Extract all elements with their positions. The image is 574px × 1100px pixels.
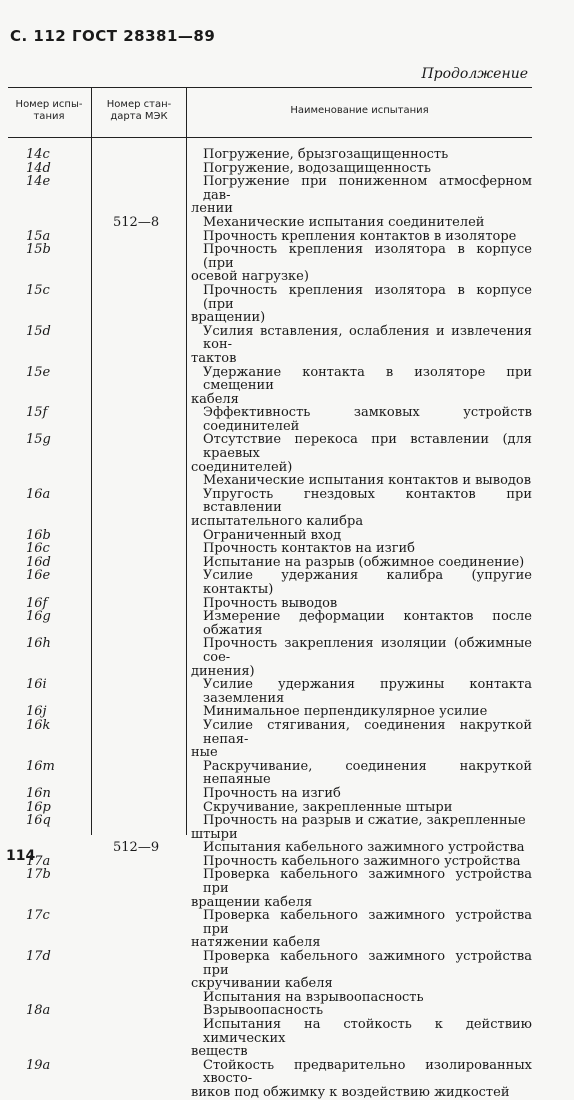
test-name-line: Механические испытания соединителей [203, 214, 485, 230]
table-row [0, 569, 574, 596]
table-row [0, 175, 574, 216]
test-name-line: кабеля [191, 391, 239, 407]
test-number: 16k [26, 717, 51, 733]
test-number: 17c [26, 908, 50, 924]
test-name [191, 175, 532, 216]
table-row [0, 1018, 574, 1059]
test-name [191, 597, 532, 611]
table-row [0, 950, 574, 991]
test-name [191, 610, 532, 637]
test-number: 16m [26, 758, 55, 774]
test-name-line: Усилие удержания калибра (упругие контакты) [203, 568, 532, 597]
table-row [0, 529, 574, 543]
table-row [0, 597, 574, 611]
test-name [191, 366, 532, 407]
test-name-line: Погружение при пониженном атмосферном дав- [203, 174, 532, 203]
table-row [0, 1004, 574, 1018]
test-name-line: Прочность крепления изолятора в корпусе (при [203, 282, 532, 312]
test-name-line: Проверка кабельного зажимного устройства при [203, 867, 532, 897]
test-name-line: Раскручивание, соединения накруткой непаяные [203, 758, 532, 788]
test-number: 16e [26, 568, 51, 584]
test-name [191, 909, 532, 950]
column-header-iec: Номер стан- дарта МЭК [106, 99, 172, 122]
test-name [191, 637, 532, 678]
test-name [191, 760, 532, 787]
test-number: 15c [26, 282, 50, 298]
test-name-line: Минимальное перпендикулярное усилие [203, 704, 488, 720]
column-header-number: Номер испы- тания [15, 99, 83, 122]
test-name-line: испытательного калибра [191, 514, 364, 530]
table-row [0, 406, 574, 433]
test-name-line: динения) [191, 663, 255, 679]
test-name-line: Испытание на разрыв (обжимное соединение) [203, 554, 525, 570]
test-name [191, 529, 532, 543]
table-row [0, 760, 574, 787]
test-number: 14d [26, 160, 51, 176]
test-name [191, 841, 532, 855]
table-row [0, 488, 574, 529]
table-top-rule [8, 87, 532, 88]
table-row [0, 230, 574, 244]
table-row [0, 284, 574, 325]
test-name-line: Эффективность замковых устройств соединителей [203, 405, 532, 434]
test-name [191, 488, 532, 529]
page-header: С. 112 ГОСТ 28381—89 [10, 27, 216, 45]
test-name [191, 678, 532, 705]
test-name [191, 216, 532, 230]
table-header-rule [8, 137, 532, 138]
test-name-line: Прочность кабельного зажимного устройства [203, 853, 521, 869]
test-name [191, 284, 532, 325]
test-name-line: веществ [191, 1044, 248, 1060]
test-name-line: Взрывоопасность [203, 1003, 324, 1019]
page-number: 114 [6, 848, 36, 864]
test-name-line: ные [191, 745, 218, 761]
test-name-line: Прочность закрепления изоляции (обжимные сое- [203, 636, 532, 665]
test-name [191, 991, 532, 1005]
test-name [191, 855, 532, 869]
table-row [0, 705, 574, 719]
test-name-line: Усилие стягивания, соединения накруткой непая- [203, 717, 532, 747]
test-name-line: виков под обжимку к воздействию жидкостей [191, 1084, 510, 1100]
test-name-line: Ограниченный вход [203, 527, 342, 543]
test-number: 15f [26, 405, 48, 421]
test-number: 16h [26, 636, 51, 652]
test-name-line: Прочность выводов [203, 595, 338, 611]
test-name [191, 406, 532, 433]
iec-standard-number: 512—9 [113, 840, 160, 856]
test-number: 16j [26, 704, 47, 720]
test-name-line: Стойкость предварительно изолированных хвосто- [203, 1057, 532, 1087]
test-number: 15g [26, 432, 51, 448]
test-name [191, 230, 532, 244]
test-number: 16i [26, 677, 47, 693]
table-row [0, 868, 574, 909]
test-name [191, 1018, 532, 1059]
test-number: 16b [26, 527, 51, 543]
test-name [191, 801, 532, 815]
test-name-line: вращении) [191, 310, 266, 326]
test-name [191, 1059, 532, 1100]
test-name [191, 950, 532, 991]
table-row [0, 162, 574, 176]
test-name-line: лении [191, 201, 233, 217]
test-number: 14c [26, 147, 50, 162]
test-name [191, 814, 532, 841]
test-name [191, 868, 532, 909]
test-name [191, 556, 532, 570]
table-row [0, 148, 574, 162]
table-row [0, 325, 574, 366]
test-name [191, 243, 532, 284]
test-name-line: тактов [191, 350, 237, 366]
test-number: 17b [26, 867, 51, 883]
test-number: 16g [26, 609, 51, 625]
test-name [191, 325, 532, 366]
test-number: 15d [26, 323, 51, 339]
table-row [0, 801, 574, 815]
test-name [191, 569, 532, 596]
test-name [191, 1004, 532, 1018]
test-name-line: Измерение деформации контактов после обжатия [203, 609, 532, 638]
table-row [0, 1059, 574, 1100]
test-name [191, 162, 532, 176]
test-name-line: Прочность на разрыв и сжатие, закрепленные [203, 813, 526, 829]
test-name-line: штыри [191, 826, 238, 842]
test-name [191, 787, 532, 801]
table-row [0, 433, 574, 474]
test-number: 15b [26, 242, 51, 258]
table-row [0, 610, 574, 637]
test-number: 16a [26, 486, 51, 502]
test-number: 18a [26, 1003, 51, 1019]
test-name-line: вращении кабеля [191, 894, 313, 910]
continuation-label: Продолжение [421, 66, 528, 82]
test-name-line: соединителей) [191, 459, 293, 475]
table-row [0, 637, 574, 678]
test-name [191, 542, 532, 556]
test-number: 14e [26, 174, 51, 190]
test-name [191, 705, 532, 719]
test-name [191, 474, 532, 488]
column-header-name: Наименование испытания [290, 105, 429, 116]
test-name-line: скручивании кабеля [191, 976, 333, 992]
test-name-line: осевой нагрузке) [191, 269, 309, 285]
table-row [0, 814, 574, 841]
test-name-line: Отсутствие перекоса при вставлении (для краевых [203, 432, 532, 462]
test-table-body [0, 148, 574, 1100]
test-name [191, 433, 532, 474]
test-number: 16n [26, 785, 51, 801]
test-name [191, 719, 532, 760]
table-row [0, 909, 574, 950]
test-number: 16d [26, 554, 51, 570]
test-name-line: Проверка кабельного зажимного устройства при [203, 949, 532, 978]
test-number: 16p [26, 799, 51, 815]
table-row [0, 474, 574, 488]
iec-standard-number: 512—8 [113, 214, 160, 230]
test-number: 16f [26, 595, 48, 611]
test-name-line: Прочность контактов на изгиб [203, 541, 416, 557]
test-name-line: Механические испытания контактов и выводов [203, 473, 532, 489]
test-name-line: Удержание контакта в изоляторе при смещении [203, 364, 532, 394]
test-name-line: Скручивание, закрепленные штыри [203, 799, 453, 815]
test-name-line: Упругость гнездовых контактов при вставлении [203, 486, 532, 516]
test-name-line: Усилие удержания пружины контакта заземления [203, 677, 532, 706]
test-name-line: Прочность крепления изолятора в корпусе (при [203, 242, 532, 271]
test-number: 15e [26, 364, 51, 380]
test-name-line: Проверка кабельного зажимного устройства при [203, 908, 532, 937]
table-row [0, 243, 574, 284]
test-name-line: Испытания кабельного зажимного устройства [203, 840, 525, 856]
table-row [0, 678, 574, 705]
test-number: 17a [26, 853, 51, 869]
test-name-line: Прочность на изгиб [203, 785, 341, 801]
table-row [0, 542, 574, 556]
table-row [0, 556, 574, 570]
table-row [0, 841, 574, 855]
test-name-line: Испытания на стойкость к действию химических [203, 1017, 532, 1046]
test-number: 19a [26, 1057, 51, 1073]
test-name-line: Усилия вставления, ослабления и извлечения кон- [203, 323, 532, 353]
test-number: 15a [26, 228, 51, 244]
table-row [0, 855, 574, 869]
table-row [0, 216, 574, 230]
table-row [0, 991, 574, 1005]
test-name [191, 148, 532, 162]
test-name-line: Испытания на взрывоопасность [203, 989, 424, 1005]
table-row [0, 366, 574, 407]
test-name-line: натяжении кабеля [191, 935, 321, 951]
test-name-line: Погружение, водозащищенность [203, 160, 431, 176]
table-row [0, 719, 574, 760]
test-number: 16q [26, 813, 51, 829]
test-name-line: Погружение, брызгозащищенность [203, 147, 449, 162]
test-name-line: Прочность крепления контактов в изоляторе [203, 228, 517, 244]
table-row [0, 787, 574, 801]
test-number: 17d [26, 949, 51, 965]
test-number: 16c [26, 541, 50, 557]
